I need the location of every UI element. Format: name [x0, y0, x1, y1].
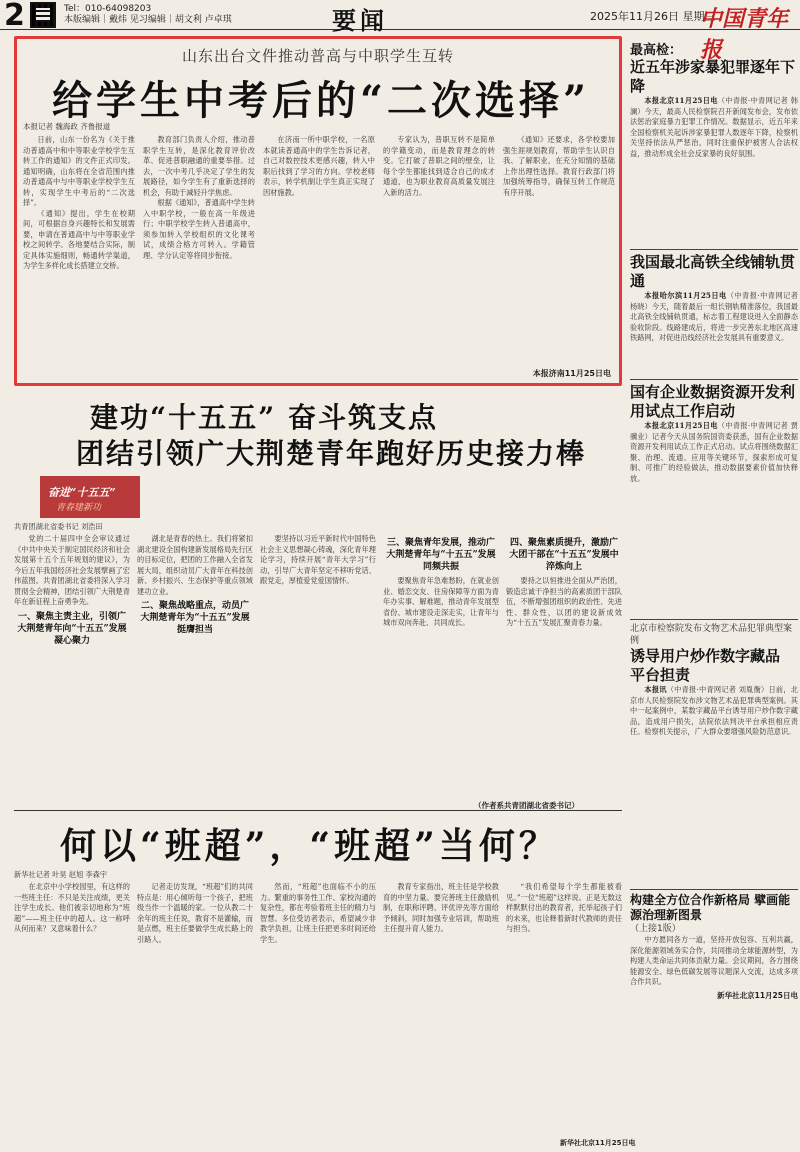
feature-subhead: 二、聚焦战略重点，动员广大荆楚青年为“十五五”发展挺膺担当	[140, 601, 250, 635]
page-number: 2	[4, 0, 25, 33]
feature-body	[14, 534, 622, 804]
brief-headline: 构建全方位合作新格局 擘画能源治理新图景	[630, 893, 791, 922]
brief-continuation: （上接1版）	[630, 924, 681, 934]
text-column: 日前，山东一份名为《关于推动普通高中和中等职业学校学生互转工作的通知》的文件正式印发。通知明确，山东将在全省范围内推动普通高中与中等职业学校学生互转，实现学生中考后的“二次选择”。 《通知》提出，学生在校期间，可根据自身兴趣特长和发展需要，申请在普通高中与中等职业学校之间转学。各地要结合实际，制定具体实施细则，畅通转学渠道，为学生多样化成长搭建立交桥。	[23, 135, 135, 270]
bottom-story-signature: 新华社北京11月25日电	[560, 1139, 636, 1147]
text-column: 四、聚焦素质提升，激励广大团干部在“十五五”发展中淬炼向上 要持之以恒推进全面从严治团，锻造忠诚干净担当的高素质团干部队伍，不断增强团组织的政治性、先进性、群众性，以团的建设新成效为“十五五”发展汇聚青春力量。	[506, 538, 622, 627]
text-column: 《通知》还要求，各学校要加强生涯规划教育，帮助学生认识自我、了解职业，在充分知情的基础上作出理性选择。教育行政部门将加强统筹指导，确保互转工作规范有序开展。	[503, 135, 615, 197]
text-column: 专家认为，普职互转不是简单的学籍变动，而是教育理念的转变。它打破了普职之间的壁垒，让每个学生都能找到适合自己的成才通道，也为职业教育高质量发展注入新的活力。	[383, 135, 495, 197]
feature-subhead: 一、聚焦主责主业，引领广大荆楚青年向“十五五”发展凝心聚力	[17, 611, 127, 646]
text-column: 记者走访发现，“班超”们的共同特点是：用心倾听每一个孩子，把班级当作一个温暖的家。一位从教二十余年的班主任说，教育不是灌输，而是点燃，班主任要做学生成长路上的引路人。	[137, 882, 253, 944]
text-column: 党的二十届四中全会审议通过《中共中央关于制定国民经济和社会发展第十五个五年规划的建议》，为今后五年我国经济社会发展擘画了宏伟蓝图。共青团湖北省委将深入学习贯彻全会精神，团结引领广大荆楚青年在新征程上奋勇争先。 一、聚焦主责主业，引领广大荆楚青年向“十五五”发展凝心聚力	[14, 534, 130, 646]
brief-text: 本报北京11月25日电（中青报·中青网记者 贾骥业）记者今天从国务院国资委获悉，国有企业数据资源开发利用试点工作正式启动。试点将围绕数据汇聚、治理、流通、应用等关键环节，探索形成可复制、可推广的经验做法，推动数据要素价值加快释放。	[630, 421, 798, 483]
right-column	[630, 36, 798, 1148]
badge-line-2: 青春建新功	[56, 503, 102, 513]
column-badge	[40, 476, 140, 518]
brief-headline: 近五年涉家暴犯罪逐年下降	[630, 58, 796, 95]
text-column: 教育部门负责人介绍，推动普职学生互转，是深化教育评价改革、促进普职融通的重要举措。过去，一次中考几乎决定了学生的发展路径，如今学生有了重新选择的机会，有助于减轻升学焦虑。 根据《通知》，普通高中学生转入中职学校，一般在高一年级进行；中职学校学生转入普通高中，须参加转入学校组织的文化课考试，成绩合格方可转入。学籍管理、学分认定等将同步衔接。	[143, 135, 255, 260]
brief-text: 本报哈尔滨11月25日电（中青报·中青网记者 杨晓）今天，随着最后一组长钢轨精准落位，我国最北高铁全线铺轨贯通，标志着工程建设进入全面静态验收阶段。线路建成后，将进一步完善东北地区高速铁路网，对促进沿线经济社会发展具有重要意义。	[630, 291, 798, 342]
text-column: 要坚持以习近平新时代中国特色社会主义思想凝心铸魂，深化青年理论学习，持续开展“青年大学习”行动，引导广大青年坚定不移听党话、跟党走，厚植爱党爱国情怀。	[260, 534, 376, 585]
text-column: 湖北是青春的热土。我们将紧扣湖北建设全国构建新发展格局先行区的目标定位，把团的工作融入全省发展大局，组织动员广大青年在科技创新、乡村振兴、生态保护等重点领域建功立业。 二、聚焦战略重点，动员广大荆楚青年为“十五五”发展挺膺担当	[137, 534, 253, 635]
section-title: 要闻	[332, 6, 388, 35]
qr-code-icon	[30, 2, 56, 28]
top-story	[14, 36, 622, 386]
section-divider	[14, 810, 622, 811]
brief-text: 中方愿同各方一道，坚持开放包容、互利共赢，深化能源领域务实合作，共同推动全球能源转型，为构建人类命运共同体贡献力量。会议期间，各方围绕能源安全、绿色低碳发展等议题深入交流，达成多项合作共识。	[630, 935, 798, 986]
masthead-info	[64, 4, 232, 26]
editors: 本版编辑｜戴炜 见习编辑｜胡文利 卢卓琪	[64, 15, 232, 25]
feature-headline-1: 建功“十五五” 奋斗筑支点	[90, 401, 438, 434]
brief-headline: 国有企业数据资源开发利用试点工作启动	[630, 383, 796, 420]
news-brief	[630, 620, 798, 890]
text-column: 在北京中小学校园里，有这样的一些班主任：不只是关注成绩，更关注学生成长。他们被亲切地称为“班超”——班主任中的超人。这一称呼从何而来？又意味着什么？	[14, 882, 130, 933]
bottom-story-byline: 新华社记者 叶昊 赵旭 李森宇	[14, 870, 108, 879]
news-brief	[630, 250, 798, 380]
text-column: “我们希望每个学生都能被看见。”一位“班超”这样说。正是无数这样默默付出的教育者，托举起孩子们的未来，也诠释着新时代教师的责任与担当。	[506, 882, 622, 933]
feature-subhead: 四、聚焦素质提升，激励广大团干部在“十五五”发展中淬炼向上	[509, 538, 619, 572]
news-brief	[630, 890, 798, 1140]
top-story-byline: 本报记者 魏海政 齐鲁报道	[23, 122, 111, 131]
brief-kicker: 北京市检察院发布文物艺术品犯罪典型案例	[630, 624, 793, 646]
top-story-headline: 给学生中考后的“二次选择”	[51, 77, 590, 124]
brief-signature: 新华社北京11月25日电	[717, 990, 798, 1000]
text-column: 然而，“班超”也面临不小的压力。繁重的事务性工作、家校沟通的复杂性，都在考验着班主任的精力与智慧。多位受访者表示，希望减少非教学负担，让班主任把更多时间还给学生。	[260, 882, 376, 944]
feature-signature: （作者系共青团湖北省委书记）	[474, 801, 579, 810]
top-story-signature: 本报济南11月25日电	[532, 369, 611, 378]
bottom-story-body	[14, 882, 622, 1142]
top-story-kicker: 山东出台文件推动普高与中职学生互转	[181, 47, 454, 65]
brief-headline: 诱导用户炒作数字藏品 平台担责	[630, 647, 781, 684]
feature-subhead: 三、聚焦青年发展，推动广大荆楚青年与“十五五”发展同频共振	[386, 538, 496, 572]
brief-label: 最高检：	[630, 43, 683, 58]
issue-date: 2025年11月26日 星期三	[590, 10, 716, 23]
feature-byline: 共青团湖北省委书记 刘浩田	[14, 522, 103, 531]
badge-line-1: 奋进“十五五”	[48, 486, 116, 499]
brief-headline: 我国最北高铁全线铺轨贯通	[630, 253, 796, 290]
top-story-body	[23, 135, 615, 383]
bottom-story-headline: 何以“班超”，“班超”当何？	[60, 825, 559, 867]
text-column: 教育专家指出，班主任是学校教育的中坚力量。要完善班主任激励机制，在职称评聘、评优评先等方面给予倾斜，同时加强专业培训，帮助班主任提升育人能力。	[383, 882, 499, 933]
brief-text: 本报讯（中青报·中青网记者 刘胤衡）日前，北京市人民检察院发布涉文物艺术品犯罪典型案例。其中一起案例中，某数字藏品平台诱导用户炒作数字藏品，造成用户损失，法院依法判决平台承担相应责任。检察机关提示，广大群众要增强风险防范意识。	[630, 685, 798, 736]
newspaper-logo: 中国青年报	[700, 6, 789, 63]
telephone: Tel：010-64098203	[64, 4, 152, 14]
feature-headline-2: 团结引领广大荆楚青年跑好历史接力棒	[76, 437, 587, 470]
text-column: 在济南一所中职学校，一名原本就读普通高中的学生告诉记者，自己对数控技术更感兴趣，转入中职后找到了学习的方向。学校老师表示，转学机制让学生真正实现了因材施教。	[263, 135, 375, 197]
text-column: 三、聚焦青年发展，推动广大荆楚青年与“十五五”发展同频共振 要聚焦青年急难愁盼，在就业创业、婚恋交友、住房保障等方面为青年办实事、解难题，推动青年发展型省份、城市建设走深走实，让青年与城市双向奔赴、共同成长。	[383, 538, 499, 627]
news-brief	[630, 36, 798, 250]
news-brief	[630, 380, 798, 620]
brief-text: 本报北京11月25日电（中青报·中青网记者 韩澜）今天，最高人民检察院召开新闻发布会，发布依法惩治家庭暴力犯罪工作情况。数据显示，近五年来全国检察机关起诉涉家暴犯罪人数逐年下降，检察机关坚持依法从严惩治，同时注重保护被害人合法权益，推动形成全社会反家暴的良好氛围。	[630, 96, 798, 158]
